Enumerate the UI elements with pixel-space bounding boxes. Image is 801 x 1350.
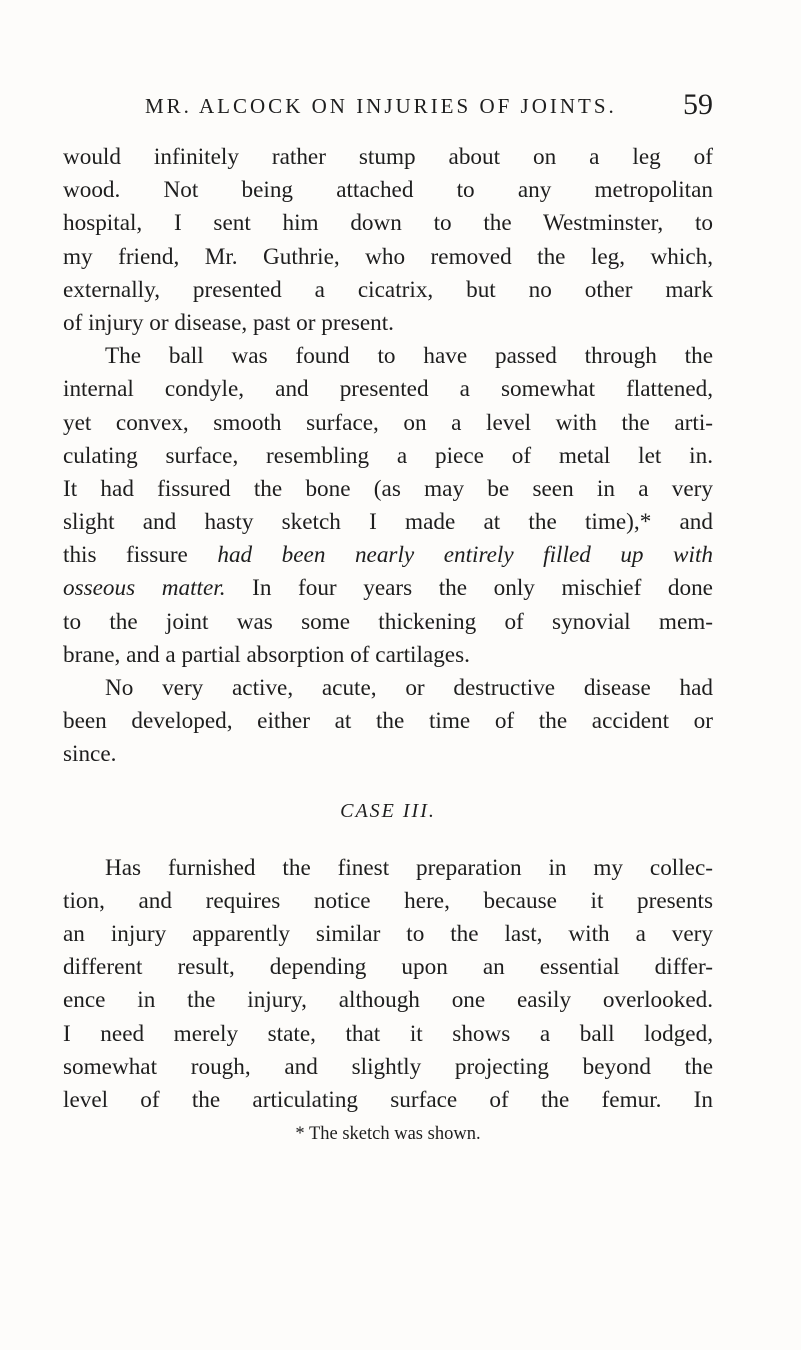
text-line: would infinitely rather stump about on a leg of xyxy=(63,144,713,170)
paragraph-3 xyxy=(63,672,713,772)
text-line: Has furnished the finest preparation in my collec- xyxy=(105,854,713,881)
text-line: slight and hasty sketch I made at the time),* and xyxy=(63,509,713,536)
paragraph-4 xyxy=(63,852,713,1118)
book-page xyxy=(63,88,713,1145)
text-line: wood. Not being attached to any metropolitan xyxy=(63,177,713,204)
case-heading: CASE III. xyxy=(340,799,436,822)
text-line: culating surface, resembling a piece of metal let in. xyxy=(63,442,713,469)
text-line: I need merely state, that it shows a ball lodged, xyxy=(63,1020,713,1047)
text-line: externally, presented a cicatrix, but no other mark xyxy=(63,276,713,303)
text-line: since. xyxy=(63,741,117,768)
text-run: In four years the only mischief done xyxy=(225,575,713,602)
running-title: MR. ALCOCK ON INJURIES OF JOINTS. xyxy=(145,94,617,118)
text-line: hospital, I sent him down to the Westminster, to xyxy=(63,210,713,237)
paragraph-1 xyxy=(63,141,713,340)
text-line: of injury or disease, past or present. xyxy=(63,309,394,336)
text-line: internal condyle, and presented a somewhat flattened, xyxy=(63,376,713,403)
text-line: been developed, either at the time of the accident or xyxy=(63,708,713,735)
italic-emphasis: osseous matter. xyxy=(63,575,226,602)
text-line: somewhat rough, and slightly projecting beyond the xyxy=(63,1053,713,1080)
text-line: yet convex, smooth surface, on a level with the arti- xyxy=(63,409,713,436)
text-line: tion, and requires notice here, because it presents xyxy=(63,887,713,914)
text-line: level of the articulating surface of the femur. In xyxy=(63,1086,713,1113)
footnote: * The sketch was shown. xyxy=(295,1124,481,1145)
paragraph-2 xyxy=(63,340,713,672)
text-line: different result, depending upon an essential differ- xyxy=(63,954,713,981)
page-number: 59 xyxy=(683,88,713,121)
text-line: an injury apparently similar to the last, with a very xyxy=(63,920,713,947)
text-line xyxy=(63,572,713,605)
running-head xyxy=(63,88,713,132)
text-line: No very active, acute, or destructive disease had xyxy=(105,675,713,701)
body-text xyxy=(63,141,713,1117)
text-run: this fissure xyxy=(63,542,218,569)
text-line: The ball was found to have passed through the xyxy=(105,343,713,370)
text-line: brane, and a partial absorption of cartilages. xyxy=(63,641,470,668)
text-line: ence in the injury, although one easily overlooked. xyxy=(63,987,713,1014)
text-line: It had fissured the bone (as may be seen in a very xyxy=(63,475,713,502)
text-line: to the joint was some thickening of synovial mem- xyxy=(63,608,713,635)
text-line: my friend, Mr. Guthrie, who removed the leg, which, xyxy=(63,243,713,270)
italic-emphasis: had been nearly entirely filled up with xyxy=(217,542,713,569)
text-line xyxy=(63,539,713,572)
